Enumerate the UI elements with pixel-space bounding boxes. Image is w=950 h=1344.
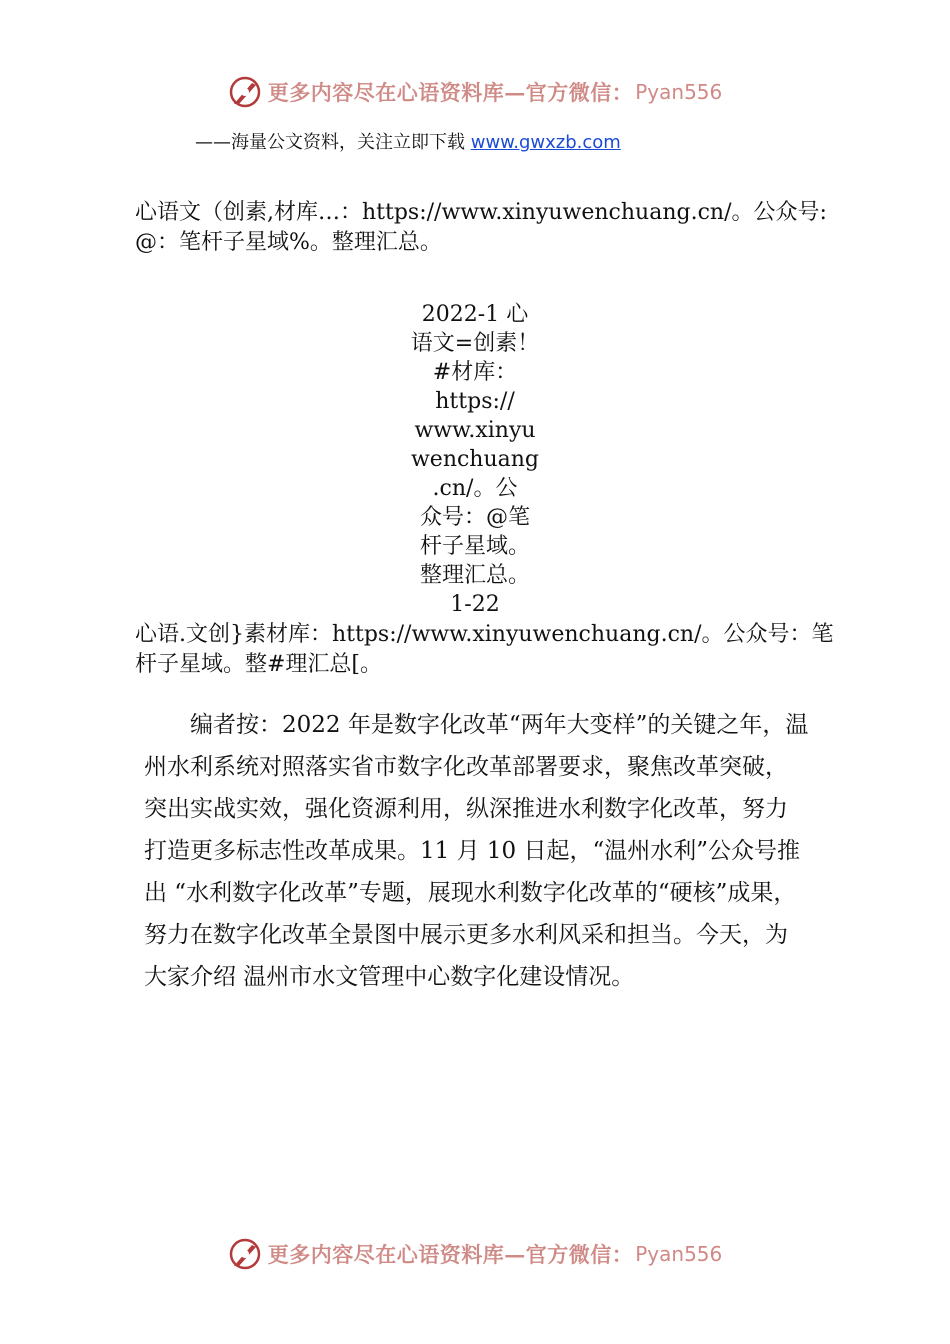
center-line: .cn/。公 <box>432 476 518 501</box>
download-link[interactable]: www.gwxzb.com <box>470 132 621 153</box>
center-line: 整理汇总。 <box>419 563 530 588</box>
pen-logo-icon <box>228 75 262 109</box>
ad-paragraph-2: 心语.文创}素材库：https://www.xinyuwenchuang.cn/。公众号：笔杆子星域。整#理汇总[。 <box>135 622 834 677</box>
center-line: 语文=创素！ <box>410 331 540 356</box>
center-line: #材库： <box>432 360 518 385</box>
pen-logo-icon <box>228 1237 262 1271</box>
center-line: wenchuang <box>410 447 540 472</box>
center-line: 1-22 <box>450 592 500 617</box>
banner-wechat-id: Pyan556 <box>635 1242 723 1266</box>
center-text-block <box>0 300 950 619</box>
center-line: 杆子星域。 <box>419 534 530 559</box>
banner-text: 更多内容尽在心语资料库—官方微信： <box>267 80 634 105</box>
download-subline <box>195 128 621 154</box>
footer-banner <box>0 1232 950 1276</box>
banner-text: 更多内容尽在心语资料库—官方微信： <box>267 1242 634 1267</box>
editor-note-paragraph: 编者按：2022 年是数字化改革“两年大变样”的关键之年，温州水利系统对照落实省市数字化改革部署要求，聚焦改革突破，突出实战实效，强化资源利用，纵深推进水利数字化改革，努力打造更多标志性改革成果。11 月 10 日起，“温州水利”公众号推出 “水利数字化改革”专题，展现水利数字化改革的“硬核”成果，努力在数字化改革全景图中展示更多水利风采和担当。今天，为大家介绍 温州市水文管理中心数字化建设情况。 <box>144 712 809 990</box>
center-line: www.xinyu <box>414 418 536 443</box>
center-line: 众号：@笔 <box>419 505 530 530</box>
center-line: https:// <box>435 389 515 414</box>
center-line: 2022-1 心 <box>421 302 529 327</box>
banner-wechat-id: Pyan556 <box>635 80 723 104</box>
ad-paragraph-1: 心语文（创素,材库…：https://www.xinyuwenchuang.cn/。公众号:@：笔杆子星域%。整理汇总。 <box>135 200 827 255</box>
header-banner <box>0 70 950 114</box>
subline-prefix: ——海量公文资料，关注立即下载 <box>195 132 471 153</box>
